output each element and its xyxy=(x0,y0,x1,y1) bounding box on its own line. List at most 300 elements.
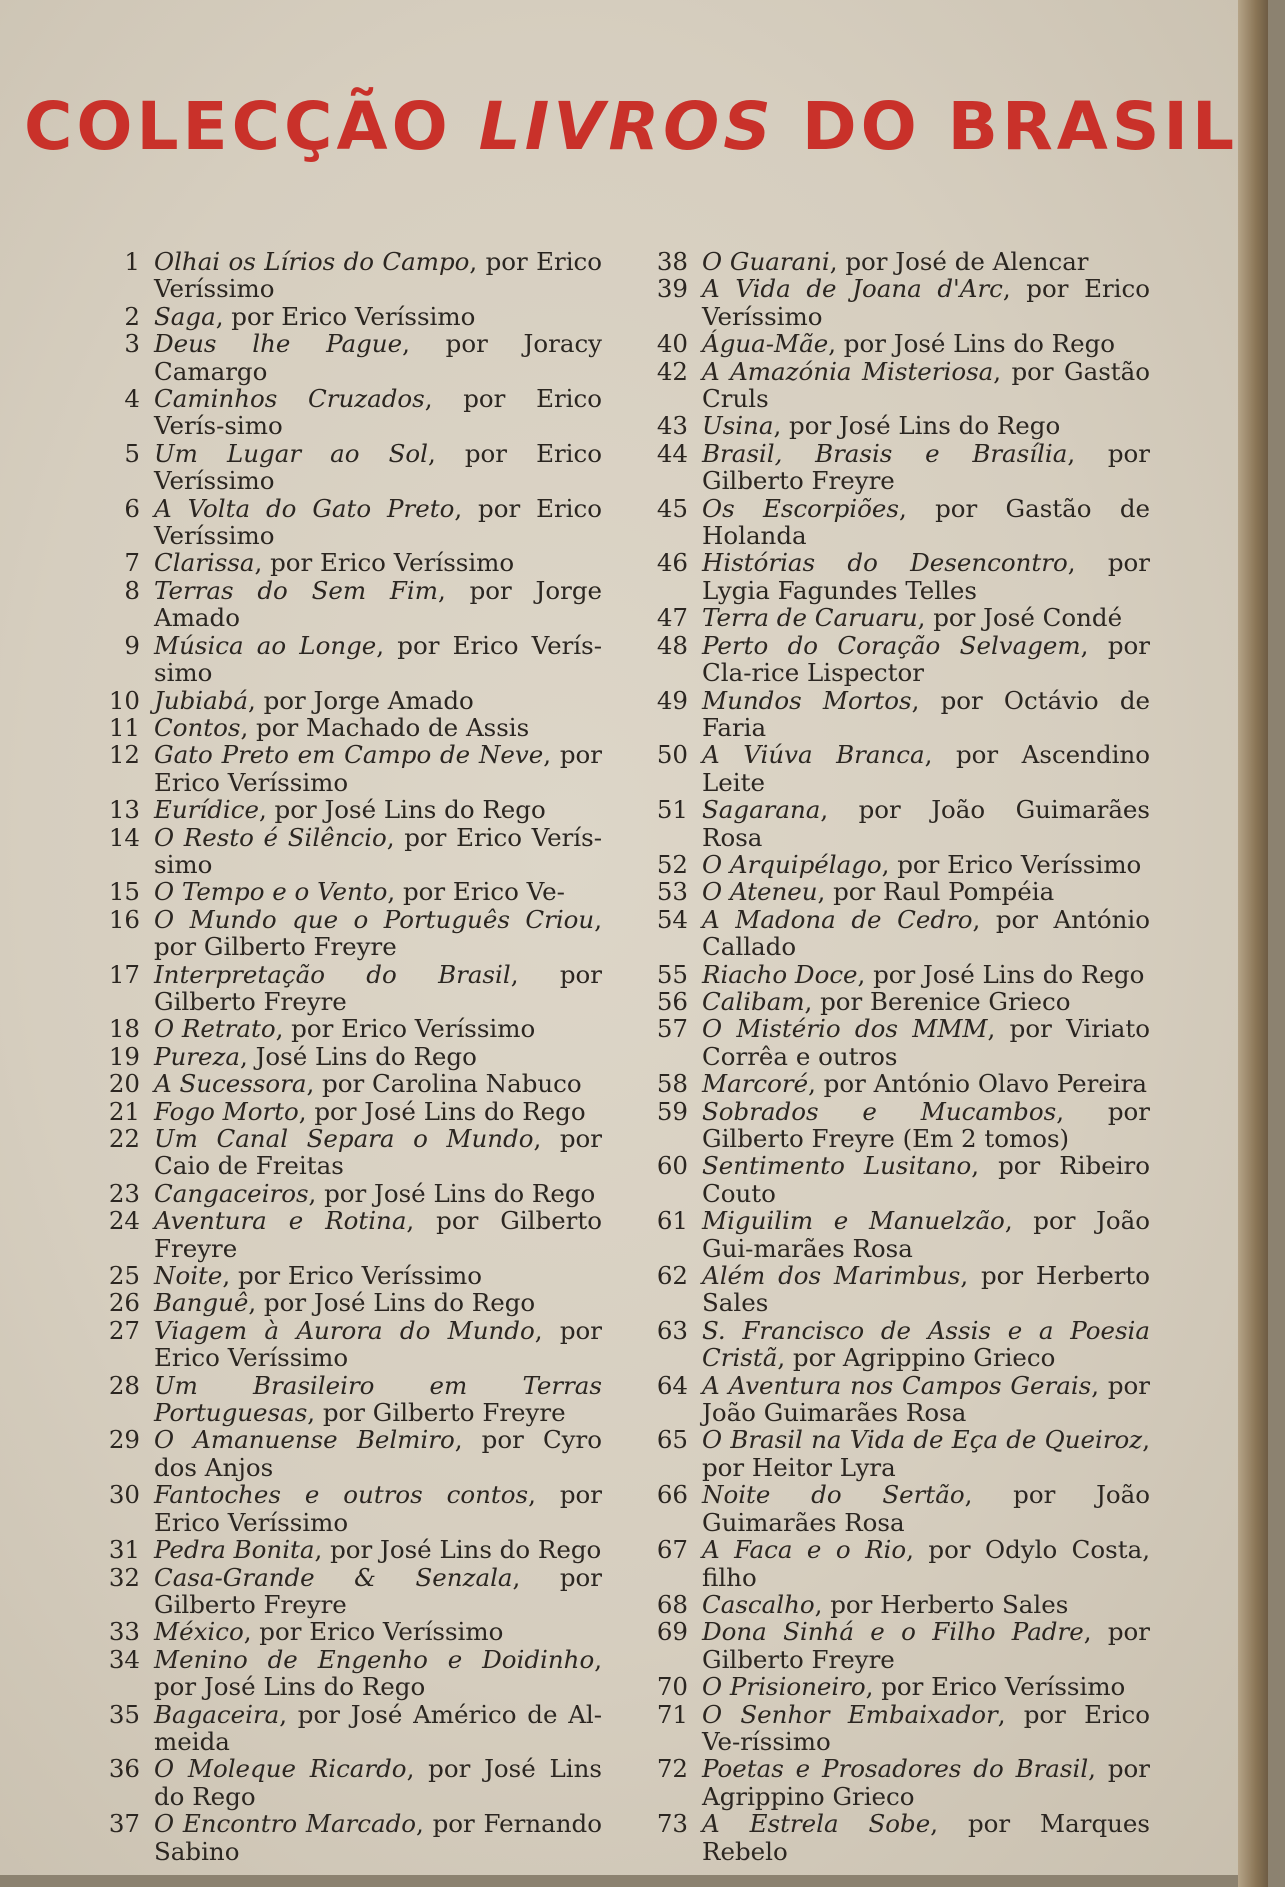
entry-byline: , por Gilberto Freyre xyxy=(154,904,602,962)
entry-work-title: O Encontro Marcado xyxy=(154,1809,417,1839)
entry-byline: , por José Lins do Rego xyxy=(773,411,1061,441)
entry-number: 63 xyxy=(656,1315,688,1345)
list-item xyxy=(92,1646,602,1701)
entry-text xyxy=(154,687,602,714)
entry-text xyxy=(702,796,1150,851)
entry-byline: , por José Lins do Rego xyxy=(248,1288,536,1318)
entry-number: 44 xyxy=(656,438,688,468)
entry-number: 32 xyxy=(108,1562,140,1592)
entry-text xyxy=(154,577,602,632)
right-column-list xyxy=(640,248,1150,1865)
list-item xyxy=(640,412,1150,439)
entry-number: 30 xyxy=(108,1480,140,1510)
entry-number: 52 xyxy=(656,849,688,879)
entry-byline: , por Cla-rice Lispector xyxy=(702,630,1150,688)
list-item xyxy=(92,1810,602,1865)
entry-byline: , por Gilberto Freyre xyxy=(154,1562,602,1619)
entry-byline: , por João Guimarães Rosa xyxy=(702,795,1150,852)
entry-number: 21 xyxy=(108,1096,140,1126)
entry-byline: , por Gilberto Freyre xyxy=(154,959,602,1016)
entry-text xyxy=(702,1317,1150,1372)
entry-text xyxy=(702,1755,1150,1810)
entry-text xyxy=(154,385,602,440)
entry-byline: , por José Lins do Rego xyxy=(258,795,546,825)
entry-text xyxy=(154,632,602,687)
entry-text xyxy=(702,1536,1150,1591)
page-title xyxy=(0,88,1262,165)
entry-byline: , por Raul Pompéia xyxy=(817,877,1055,907)
entry-number: 58 xyxy=(656,1069,688,1099)
list-item xyxy=(92,878,602,905)
entry-text xyxy=(154,495,602,550)
entry-text xyxy=(702,1372,1150,1427)
entry-byline: , por José Condé xyxy=(917,603,1123,633)
entry-work-title: Usina xyxy=(702,411,774,441)
entry-number: 53 xyxy=(656,877,688,907)
entry-text xyxy=(702,1152,1150,1207)
entry-byline: , por Herberto Sales xyxy=(702,1261,1150,1318)
entry-byline: , por Gilberto Freyre xyxy=(307,1398,566,1428)
entry-work-title: Os Escorpiões xyxy=(702,493,899,523)
entry-work-title: O Ateneu xyxy=(702,877,818,907)
entry-text xyxy=(702,1070,1150,1097)
entry-work-title: Terras do Sem Fim xyxy=(154,575,438,605)
list-item xyxy=(92,1755,602,1810)
list-item xyxy=(92,1618,602,1645)
entry-work-title: Noite xyxy=(154,1261,223,1291)
entry-text xyxy=(154,1317,602,1372)
entry-work-title: Riacho Doce xyxy=(702,959,858,989)
list-item xyxy=(640,1070,1150,1097)
entry-text xyxy=(702,1098,1150,1153)
entry-text xyxy=(154,248,602,303)
list-item xyxy=(92,687,602,714)
entry-byline: , por Viriato Corrêa e outros xyxy=(702,1014,1151,1071)
entry-work-title: México xyxy=(154,1617,244,1647)
entry-text xyxy=(154,714,602,741)
entry-text xyxy=(702,961,1150,988)
list-item xyxy=(640,1426,1150,1481)
entry-byline: , por José Lins do Rego xyxy=(308,1178,596,1208)
entry-text xyxy=(154,741,602,796)
entry-byline: , por Gilberto Freyre xyxy=(702,1617,1150,1674)
entry-work-title: O Amanuense Belmiro xyxy=(154,1425,455,1455)
entry-byline: , por Berenice Grieco xyxy=(804,986,1071,1016)
list-item xyxy=(92,796,602,823)
entry-text xyxy=(154,1646,602,1701)
entry-number: 68 xyxy=(656,1589,688,1619)
entry-byline: , por Ascendino Leite xyxy=(702,740,1150,797)
list-item xyxy=(640,1701,1150,1756)
list-item xyxy=(92,1289,602,1316)
entry-work-title: Noite do Sertão xyxy=(702,1480,965,1510)
entry-text xyxy=(154,1481,602,1536)
entry-text xyxy=(154,1125,602,1180)
list-item xyxy=(92,906,602,961)
entry-number: 66 xyxy=(656,1480,688,1510)
entry-number: 69 xyxy=(656,1617,688,1647)
list-item xyxy=(92,961,602,1016)
entry-byline: , por Erico Verís-simo xyxy=(154,384,602,441)
entry-work-title: A Amazónia Misteriosa xyxy=(702,356,994,386)
title-part-2: LIVROS xyxy=(478,88,775,165)
list-item xyxy=(640,1152,1150,1207)
list-item xyxy=(92,1317,602,1372)
list-item xyxy=(640,275,1150,330)
entry-number: 16 xyxy=(108,904,140,934)
entry-text xyxy=(154,1207,602,1262)
entry-text xyxy=(702,687,1150,742)
list-item xyxy=(640,632,1150,687)
entry-byline: , por Gilberto Freyre (Em 2 tomos) xyxy=(702,1096,1150,1153)
list-item xyxy=(92,1070,602,1097)
entry-work-title: Sobrados e Mucambos xyxy=(702,1096,1057,1126)
list-item xyxy=(640,330,1150,357)
entry-text xyxy=(702,1262,1150,1317)
list-item xyxy=(640,796,1150,851)
list-item xyxy=(640,1536,1150,1591)
entry-byline: , José Lins do Rego xyxy=(240,1041,477,1071)
entry-work-title: Sentimento Lusitano xyxy=(702,1151,972,1181)
entry-number: 61 xyxy=(656,1206,688,1236)
entry-work-title: Fogo Morto xyxy=(154,1096,299,1126)
entry-number: 7 xyxy=(124,548,140,578)
entry-work-title: O Resto é Silêncio xyxy=(154,822,387,852)
entry-number: 4 xyxy=(124,384,140,414)
entry-number: 2 xyxy=(124,301,140,331)
entry-byline: , por Gastão de Holanda xyxy=(702,493,1150,551)
entry-byline: , por Herberto Sales xyxy=(814,1589,1069,1619)
entry-number: 13 xyxy=(108,795,140,825)
entry-byline: , por João Gui-marães Rosa xyxy=(702,1206,1150,1263)
list-item xyxy=(92,330,602,385)
entry-text xyxy=(702,851,1150,878)
entry-work-title: A Aventura nos Campos Gerais xyxy=(702,1370,1092,1400)
entry-work-title: Menino de Engenho e Doidinho xyxy=(154,1644,595,1674)
entry-work-title: Perto do Coração Selvagem xyxy=(702,630,1081,660)
entry-byline: , por Heitor Lyra xyxy=(702,1425,1150,1482)
entry-work-title: A Madona de Cedro xyxy=(702,904,973,934)
list-item xyxy=(640,1262,1150,1317)
entry-number: 28 xyxy=(108,1370,140,1400)
entry-text xyxy=(702,1591,1150,1618)
entry-work-title: Interpretação do Brasil xyxy=(154,959,511,989)
entry-byline: , por Agrippino Grieco xyxy=(777,1343,1056,1373)
entry-byline: , por José Lins do Rego xyxy=(314,1535,602,1565)
entry-number: 71 xyxy=(656,1699,688,1729)
entry-number: 23 xyxy=(108,1178,140,1208)
entry-work-title: Eurídice xyxy=(154,795,259,825)
entry-number: 26 xyxy=(108,1288,140,1318)
list-item xyxy=(640,906,1150,961)
list-item xyxy=(640,1591,1150,1618)
entry-byline: , por José Lins do Rego xyxy=(154,1644,602,1702)
entry-work-title: A Sucessora xyxy=(154,1069,307,1099)
list-item xyxy=(92,632,602,687)
left-column-list xyxy=(92,248,602,1865)
entry-text xyxy=(702,1618,1150,1673)
entry-work-title: Música ao Longe xyxy=(154,630,377,660)
entry-text xyxy=(702,878,1150,905)
entry-number: 42 xyxy=(656,356,688,386)
entry-text xyxy=(154,330,602,385)
entry-work-title: Além dos Marimbus xyxy=(702,1261,961,1291)
list-item xyxy=(640,358,1150,413)
entry-byline: , por Erico Veríssimo xyxy=(243,1617,504,1647)
entry-work-title: Aventura e Rotina xyxy=(154,1206,407,1236)
entry-number: 50 xyxy=(656,740,688,770)
book-spine-edge xyxy=(1238,0,1268,1887)
entry-work-title: Contos xyxy=(154,712,241,742)
list-item xyxy=(92,1564,602,1619)
entry-work-title: O Moleque Ricardo xyxy=(154,1754,407,1784)
entry-work-title: A Volta do Gato Preto xyxy=(154,493,455,523)
entry-text xyxy=(154,1262,602,1289)
entry-number: 35 xyxy=(108,1699,140,1729)
list-item xyxy=(640,495,1150,550)
entry-number: 33 xyxy=(108,1617,140,1647)
entry-number: 64 xyxy=(656,1370,688,1400)
entry-number: 36 xyxy=(108,1754,140,1784)
entry-text xyxy=(154,1536,602,1563)
entry-text xyxy=(154,1372,602,1427)
entry-number: 1 xyxy=(124,247,140,276)
entry-work-title: Pureza xyxy=(154,1041,240,1071)
entry-work-title: Fantoches e outros contos xyxy=(154,1480,529,1510)
entry-number: 20 xyxy=(108,1069,140,1099)
entry-text xyxy=(702,632,1150,687)
list-item xyxy=(92,549,602,576)
entry-work-title: Cascalho xyxy=(702,1589,815,1619)
list-item xyxy=(640,741,1150,796)
entry-text xyxy=(702,248,1150,275)
entry-byline: , por Gilberto Freyre xyxy=(702,438,1150,496)
entry-number: 34 xyxy=(108,1644,140,1674)
list-item xyxy=(92,1125,602,1180)
entry-number: 18 xyxy=(108,1014,140,1044)
entry-work-title: Bagaceira xyxy=(154,1699,280,1729)
entry-byline: , por Marques Rebelo xyxy=(702,1809,1150,1866)
entry-text xyxy=(702,604,1150,631)
list-item xyxy=(640,1810,1150,1865)
entry-number: 19 xyxy=(108,1041,140,1071)
entry-work-title: Calibam xyxy=(702,986,805,1016)
entry-text xyxy=(154,1701,602,1756)
entry-number: 67 xyxy=(656,1535,688,1565)
entry-number: 15 xyxy=(108,877,140,907)
entry-number: 51 xyxy=(656,795,688,825)
entry-byline: , por António Callado xyxy=(702,904,1150,962)
entry-work-title: A Vida de Joana d'Arc xyxy=(702,274,1003,304)
entry-work-title: Água-Mãe xyxy=(702,329,829,359)
entry-text xyxy=(154,878,602,905)
list-item xyxy=(92,714,602,741)
entry-text xyxy=(154,1618,602,1645)
entry-byline: , por Erico Veríssimo xyxy=(254,548,515,578)
entry-work-title: O Retrato xyxy=(154,1014,276,1044)
entry-work-title: Miguilim e Manuelzão xyxy=(702,1206,1005,1236)
list-item xyxy=(640,1207,1150,1262)
entry-number: 38 xyxy=(656,247,688,276)
entry-number: 24 xyxy=(108,1206,140,1236)
entry-text xyxy=(154,1810,602,1865)
list-item xyxy=(92,1262,602,1289)
entry-number: 22 xyxy=(108,1124,140,1153)
entry-number: 59 xyxy=(656,1096,688,1126)
entry-text xyxy=(702,330,1150,357)
entry-byline: , por Erico Ve-ríssimo xyxy=(702,1699,1150,1756)
list-item xyxy=(92,741,602,796)
entry-byline: , por Machado de Assis xyxy=(240,712,530,742)
list-item xyxy=(640,1098,1150,1153)
entry-text xyxy=(702,275,1150,330)
entry-byline: , por Erico Veríssimo xyxy=(275,1014,536,1044)
entry-number: 62 xyxy=(656,1261,688,1291)
entry-text xyxy=(154,961,602,1016)
entry-work-title: O Arquipélago xyxy=(702,849,882,879)
entry-work-title: Dona Sinhá e o Filho Padre xyxy=(702,1617,1084,1647)
entry-byline: , por Joracy Camargo xyxy=(154,329,603,386)
entry-text xyxy=(154,824,602,879)
entry-work-title: O Brasil na Vida de Eça de Queiroz xyxy=(702,1425,1143,1455)
entry-text xyxy=(702,988,1150,1015)
entry-number: 10 xyxy=(108,685,140,715)
entry-text xyxy=(154,1426,602,1481)
entry-byline: , por João Guimarães Rosa xyxy=(702,1370,1150,1428)
entry-text xyxy=(154,549,602,576)
list-item xyxy=(92,577,602,632)
entry-byline: , por Octávio de Faria xyxy=(702,685,1150,742)
entry-number: 17 xyxy=(108,959,140,989)
list-item xyxy=(640,1372,1150,1427)
entry-number: 9 xyxy=(124,630,140,660)
entry-work-title: Banguê xyxy=(154,1288,249,1318)
list-item xyxy=(92,1098,602,1125)
list-item xyxy=(92,1043,602,1070)
entry-text xyxy=(154,1070,602,1097)
entry-byline: , por Odylo Costa, filho xyxy=(702,1535,1150,1592)
entry-work-title: Brasil, Brasis e Brasília xyxy=(702,438,1068,468)
entry-number: 12 xyxy=(108,740,140,770)
list-item xyxy=(640,604,1150,631)
entry-text xyxy=(154,1043,602,1070)
entry-byline: , por Erico Veríssimo xyxy=(702,274,1150,331)
list-item xyxy=(640,1481,1150,1536)
list-item xyxy=(92,1180,602,1207)
entry-work-title: O Guarani xyxy=(702,247,830,276)
entry-text xyxy=(702,440,1150,495)
entry-byline: , por Gilberto Freyre xyxy=(154,1206,602,1263)
list-item xyxy=(640,988,1150,1015)
entry-work-title: O Tempo e o Vento xyxy=(154,877,388,907)
entry-work-title: Histórias do Desencontro xyxy=(702,548,1068,578)
entry-byline: , por Erico Veríssimo xyxy=(865,1672,1126,1702)
entry-work-title: Viagem à Aurora do Mundo xyxy=(154,1315,535,1345)
entry-number: 6 xyxy=(124,493,140,523)
entry-number: 48 xyxy=(656,630,688,660)
entry-byline: , por Erico Ve- xyxy=(387,877,565,907)
list-item xyxy=(640,549,1150,604)
list-item xyxy=(92,303,602,330)
entry-byline: , por Jorge Amado xyxy=(248,685,474,715)
entry-work-title: A Estrela Sobe xyxy=(702,1809,931,1839)
entry-text xyxy=(702,741,1150,796)
entry-text xyxy=(702,412,1150,439)
entry-text xyxy=(154,906,602,961)
list-item xyxy=(92,440,602,495)
entry-byline: , por Erico Veríssimo xyxy=(154,740,602,797)
entry-text xyxy=(154,1289,602,1316)
entry-byline: , por Lygia Fagundes Telles xyxy=(702,548,1150,605)
entry-number: 43 xyxy=(656,411,688,441)
entry-byline: , por Erico Veríssimo xyxy=(154,1315,602,1373)
entry-byline: , por Erico Verís-simo xyxy=(154,822,602,879)
entry-number: 47 xyxy=(656,603,688,633)
list-item xyxy=(640,687,1150,742)
entry-text xyxy=(154,440,602,495)
list-item xyxy=(92,1015,602,1042)
entry-number: 14 xyxy=(108,822,140,852)
entry-text xyxy=(702,1207,1150,1262)
entry-work-title: A Faca e o Rio xyxy=(702,1535,907,1565)
entry-byline: , por António Olavo Pereira xyxy=(808,1069,1147,1099)
entry-work-title: Jubiabá xyxy=(154,685,249,715)
list-item xyxy=(92,1536,602,1563)
entry-number: 46 xyxy=(656,548,688,578)
list-item xyxy=(640,961,1150,988)
entry-byline: , por Fernando Sabino xyxy=(154,1809,602,1866)
list-item xyxy=(92,824,602,879)
entry-byline: , por Ribeiro Couto xyxy=(702,1151,1150,1208)
entry-text xyxy=(702,1673,1150,1700)
entry-number: 37 xyxy=(108,1809,140,1839)
entry-work-title: A Viúva Branca xyxy=(702,740,925,770)
title-part-3: DO BRASIL xyxy=(801,88,1239,165)
entry-byline: , por Jorge Amado xyxy=(154,575,602,633)
entry-work-title: Um Brasileiro em Terras Portuguesas xyxy=(154,1370,602,1428)
entry-byline: , por Erico Veríssimo xyxy=(222,1261,483,1291)
entry-number: 8 xyxy=(124,575,140,605)
entry-text xyxy=(702,358,1150,413)
list-item xyxy=(640,440,1150,495)
list-item xyxy=(92,1426,602,1481)
entry-number: 70 xyxy=(656,1672,688,1702)
entry-text xyxy=(702,495,1150,550)
entry-text xyxy=(154,1564,602,1619)
entry-byline: , por José Lins do Rego xyxy=(298,1096,586,1126)
entry-text xyxy=(154,303,602,330)
title-part-1: COLECÇÃO xyxy=(23,88,452,165)
list-item xyxy=(92,1701,602,1756)
entry-number: 57 xyxy=(656,1014,688,1044)
entry-number: 65 xyxy=(656,1425,688,1455)
entry-work-title: Um Canal Separa o Mundo xyxy=(154,1124,534,1153)
entry-byline: , por Carolina Nabuco xyxy=(306,1069,582,1099)
list-item xyxy=(92,385,602,440)
entry-text xyxy=(154,1755,602,1810)
list-item xyxy=(92,1372,602,1427)
entry-text xyxy=(702,1701,1150,1756)
list-item xyxy=(92,248,602,303)
entry-byline: , por Erico Veríssimo xyxy=(881,849,1142,879)
entry-text xyxy=(154,1015,602,1042)
entry-byline: , por Agrippino Grieco xyxy=(702,1754,1150,1811)
entry-work-title: O Mistério dos MMM xyxy=(702,1014,988,1044)
entry-byline: , por José Lins do Rego xyxy=(857,959,1145,989)
entry-number: 25 xyxy=(108,1261,140,1291)
list-item xyxy=(640,851,1150,878)
entry-work-title: Cangaceiros xyxy=(154,1178,309,1208)
